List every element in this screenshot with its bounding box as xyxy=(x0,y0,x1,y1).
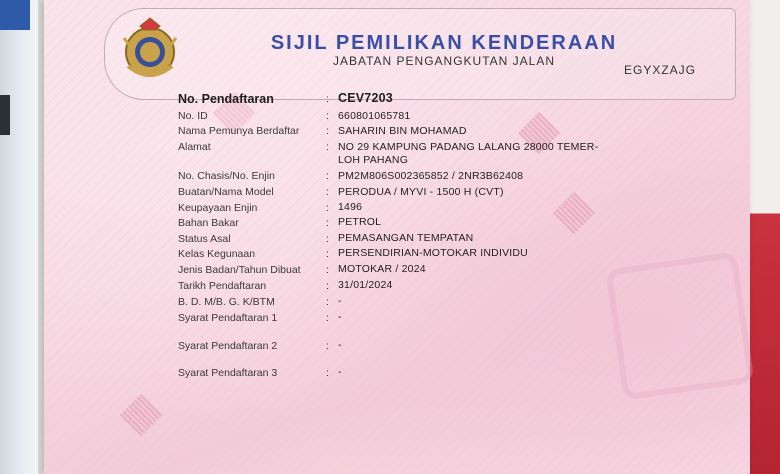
field-label: Alamat xyxy=(178,141,211,153)
field-value-condition-2: - xyxy=(338,339,342,351)
field-label: Keupayaan Enjin xyxy=(178,202,258,214)
field-label: Tarikh Pendaftaran xyxy=(178,280,267,292)
background-folder-left xyxy=(0,0,38,474)
field-value-registration-date: 31/01/2024 xyxy=(338,279,393,291)
field-colon: : xyxy=(326,141,329,153)
field-colon: : xyxy=(326,367,329,379)
field-value-usage-class: PERSENDIRIAN-MOTOKAR INDIVIDU xyxy=(338,247,528,259)
field-value-condition-3: - xyxy=(338,366,342,378)
field-label: Kelas Kegunaan xyxy=(178,248,256,260)
field-colon: : xyxy=(326,248,329,260)
field-colon: : xyxy=(326,264,329,276)
field-value-address-line1: NO 29 KAMPUNG PADANG LALANG 28000 TEMER- xyxy=(338,141,599,153)
field-colon: : xyxy=(326,312,329,324)
field-label: No. ID xyxy=(178,110,208,122)
field-colon: : xyxy=(326,93,329,105)
document-title: SIJIL PEMILIKAN KENDERAAN xyxy=(270,32,618,54)
field-value-chassis-engine: PM2M806S002365852 / 2NR3B62408 xyxy=(338,170,524,182)
field-value-fuel: PETROL xyxy=(338,216,382,228)
security-diamond xyxy=(553,192,595,234)
field-label: Syarat Pendaftaran 2 xyxy=(178,340,278,352)
field-label: B. D. M/B. G. K/BTM xyxy=(178,296,275,308)
field-colon: : xyxy=(326,170,329,182)
field-label: Syarat Pendaftaran 1 xyxy=(178,312,278,324)
field-colon: : xyxy=(326,217,329,229)
field-value-owner-name: SAHARIN BIN MOHAMAD xyxy=(338,125,467,137)
field-label: No. Chasis/No. Enjin xyxy=(178,170,275,182)
field-label: No. Pendaftaran xyxy=(178,92,274,106)
field-value-engine-capacity: 1496 xyxy=(338,201,363,213)
field-label: Jenis Badan/Tahun Dibuat xyxy=(178,264,301,276)
field-value-origin-status: PEMASANGAN TEMPATAN xyxy=(338,232,474,244)
field-label: Status Asal xyxy=(178,233,231,245)
folder-tab xyxy=(0,0,30,30)
ownership-certificate xyxy=(44,0,750,474)
serial-number: EGYXZAJG xyxy=(624,63,697,77)
jpj-crest-logo xyxy=(118,16,182,82)
field-colon: : xyxy=(326,202,329,214)
folder-mark xyxy=(0,95,10,135)
field-label: Syarat Pendaftaran 3 xyxy=(178,367,278,379)
field-colon: : xyxy=(326,280,329,292)
field-value-condition-1: - xyxy=(338,311,342,323)
field-colon: : xyxy=(326,186,329,198)
field-label: Nama Pemunya Berdaftar xyxy=(178,125,300,137)
field-label: Buatan/Nama Model xyxy=(178,186,274,198)
field-value-address-line2: LOH PAHANG xyxy=(338,154,409,166)
field-value-make-model: PERODUA / MYVI - 1500 H (CVT) xyxy=(338,186,504,198)
field-colon: : xyxy=(326,296,329,308)
issuer-name: JABATAN PENGANGKUTAN JALAN xyxy=(332,54,556,68)
field-value-registration-number: CEV7203 xyxy=(338,91,393,105)
field-colon: : xyxy=(326,340,329,352)
watermark-emblem xyxy=(605,251,754,400)
field-value-bdm: - xyxy=(338,295,342,307)
field-label: Bahan Bakar xyxy=(178,217,239,229)
field-colon: : xyxy=(326,233,329,245)
field-value-body-year: MOTOKAR / 2024 xyxy=(338,263,426,275)
field-colon: : xyxy=(326,125,329,137)
field-value-id-number: 660801065781 xyxy=(338,110,411,122)
security-diamond xyxy=(120,394,162,436)
field-colon: : xyxy=(326,110,329,122)
